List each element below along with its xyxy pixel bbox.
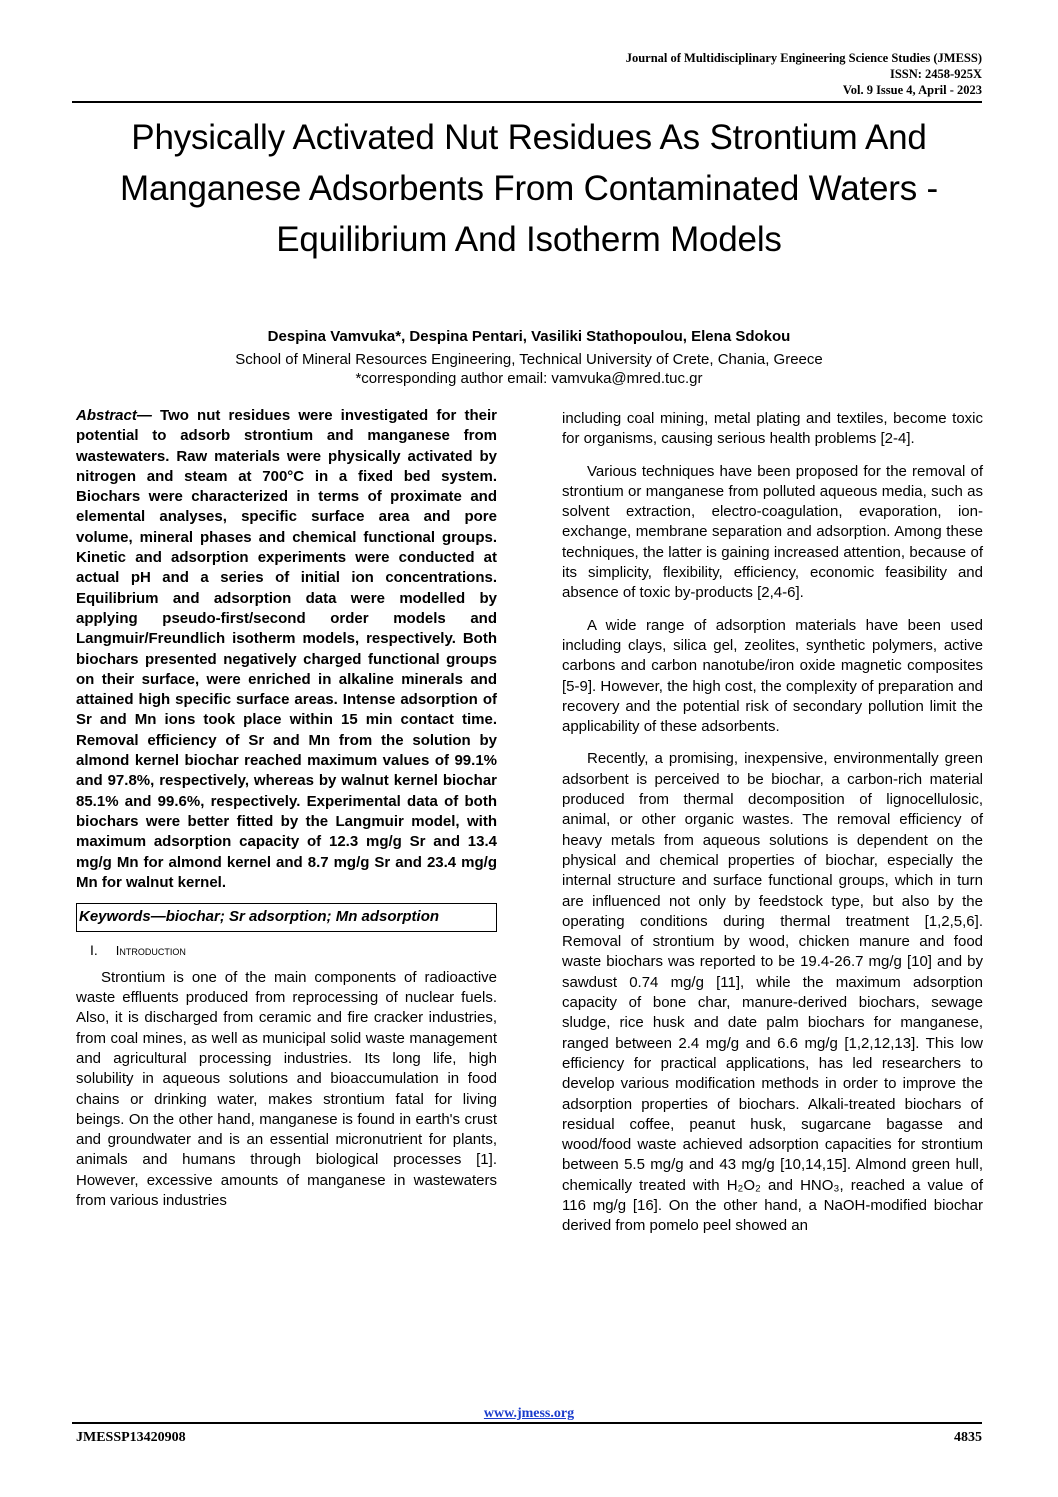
- journal-issn: ISSN: 2458-925X: [889, 67, 982, 81]
- section-heading: [76, 940, 497, 961]
- paragraph: including coal mining, metal plating and textiles, become toxic for organisms, causing serious health problems [2-4].: [562, 410, 983, 448]
- footer-rule: [72, 1422, 982, 1424]
- journal-name: Journal of Multidisciplinary Engineering Science Studies (JMESS): [625, 51, 982, 65]
- article-id: JMESSP13420908: [76, 1430, 186, 1445]
- paragraph: A wide range of adsorption materials have been used including clays, silica gel, zeolites, synthetic polymers, active carbons and carbon nanotube/iron oxide magnetic composites [5-9]. However, the high cost, the complexity of preparation and recovery and the potential risk of secondary pollution limit the applicability of these adsorbents.: [562, 616, 983, 736]
- keywords-box: Keywords—biochar; Sr adsorption; Mn adsorption: [76, 903, 497, 932]
- corresponding-email: *corresponding author email: vamvuka@mred.tuc.gr: [355, 370, 703, 387]
- abstract-text: Two nut residues were investigated for their potential to adsorb strontium and manganese from wastewaters. Raw materials were physically activated by nitrogen and steam at 700°C in a fixed bed system. Biochars were characterized in terms of proximate and elemental analyses, specific surface area and pore volume, mineral phases and chemical functional groups. Kinetic and adsorption experiments were conducted at actual pH and a series of initial ion concentrations. Equilibrium and adsorption data were modelled by applying pseudo-first/second order models and Langmuir/Freundlich isotherm models, respectively. Both biochars presented negatively charged functional groups on their surface, were enriched in alkaline minerals and attained high specific surface areas. Intense adsorption of Sr and Mn ions took place within 15 min contact time. Removal efficiency of Sr and Mn from the solution by almond kernel biochar reached maximum values of 99.1% and 97.8%, respectively, whereas by walnut kernel biochar 85.1% and 99.6%, respectively. Experimental data of both biochars were better fitted by the Langmuir model, with maximum adsorption capacity of 12.3 mg/g Sr and 13.4 mg/g Mn for almond kernel and 8.7 mg/g Sr and 23.4 mg/g Mn for walnut kernel.: [76, 407, 497, 891]
- section-number: I.: [90, 942, 98, 959]
- left-column: [76, 406, 497, 1223]
- journal-volume: Vol. 9 Issue 4, April - 2023: [842, 83, 982, 97]
- journal-url-link[interactable]: www.jmess.org: [483, 1406, 575, 1421]
- paper-title: Physically Activated Nut Residues As Strontium And Manganese Adsorbents From Contaminated Waters - Equilibrium And Isotherm Models: [119, 118, 939, 259]
- section-title: Introduction: [115, 943, 186, 959]
- right-column: [562, 409, 983, 1249]
- paragraph: Various techniques have been proposed for the removal of strontium or manganese from polluted aqueous media, such as solvent extraction, electro-coagulation, evaporation, ion-exchange, membrane separation and adsorption. Among these techniques, the latter is gaining increased attention, because of its simplicity, flexibility, efficiency, economic feasibility and absence of toxic by-products [2,4-6].: [562, 462, 983, 602]
- abstract: [76, 406, 497, 893]
- affiliation: School of Mineral Resources Engineering, Technical University of Crete, Chania, Greece: [235, 351, 823, 368]
- paragraph: Strontium is one of the main components of radioactive waste effluents produced from reprocessing of nuclear fuels. Also, it is discharged from ceramic and fire cracker industries, from coal mines, as well as municipal solid waste management and agricultural processing industries. Its long life, high solubility in aqueous solutions and bioaccumulation in food chains or drinking water, makes strontium fatal for living beings. On the other hand, manganese is found in earth's crust and groundwater and is an essential micronutrient for plants, animals and humans through biological processes [1]. However, excessive amounts of manganese in wastewaters from various industries: [76, 968, 497, 1209]
- page-number: 4835: [954, 1430, 982, 1445]
- abstract-label: Abstract—: [76, 407, 152, 424]
- author-list: Despina Vamvuka*, Despina Pentari, Vasiliki Stathopoulou, Elena Sdokou: [267, 328, 791, 345]
- header-rule: [72, 101, 982, 103]
- journal-header: [626, 50, 982, 98]
- paragraph: Recently, a promising, inexpensive, environmentally green adsorbent is perceived to be biochar, a carbon-rich material produced from thermal decomposition of lignocellulosic, animal, or other organic wastes. The removal efficiency of heavy metals from aqueous solutions is dependent on the physical and chemical properties of biochar, especially the internal structure and surface functional groups, which in turn are influenced not only by feedstock type, but also by the operating conditions during thermal treatment [1,2,5,6]. Removal of strontium by wood, chicken manure and food waste biochars was reported to be 19.4-26.7 mg/g [10] and by sawdust 0.74 mg/g [11], while the maximum adsorption capacity of bone char, manure-derived biochars, sewage sludge, rice husk and date palm biochars for manganese, ranged between 2.4 mg/g and 6.6 mg/g [1,2,12,13]. This low efficiency for practical applications, has led researchers to develop various modification methods in order to improve the adsorption properties of biochars. Alkali-treated biochars of residual coffee, peanut husk, sugarcane bagasse and wood/food waste achieved adsorption capacities for strontium between 5.5 mg/g and 43 mg/g [10,14,15]. Almond green hull, chemically treated with H₂O₂ and HNO₃, reached a value of 116 mg/g [16]. On the other hand, a NaOH-modified biochar derived from pomelo peel showed an: [562, 750, 983, 1235]
